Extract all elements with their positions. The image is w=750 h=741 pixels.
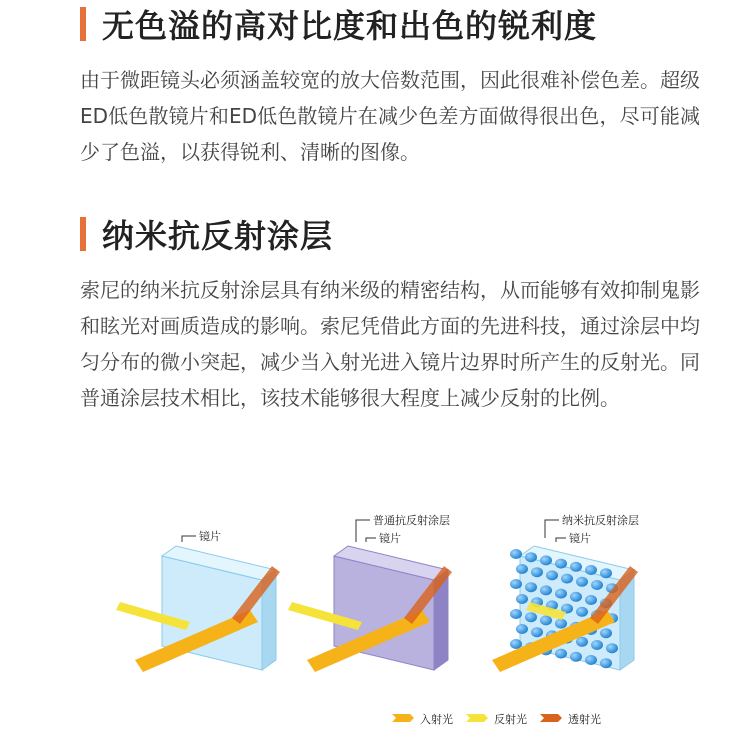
nano-dot [600, 628, 612, 638]
legend-arrow-icon [466, 714, 488, 722]
nano-dot [510, 579, 522, 589]
coating-label: 纳米抗反射涂层 [562, 514, 639, 527]
nano-dot [570, 652, 582, 662]
nano-dot [531, 567, 543, 577]
nano-dot [531, 627, 543, 637]
nano-dot [591, 640, 603, 650]
lens-label: 镜片 [569, 532, 591, 545]
lens-label: 镜片 [379, 532, 401, 545]
nano-dot [540, 615, 552, 625]
nano-dot [585, 655, 597, 665]
legend-reflected [466, 712, 527, 726]
legend-transmitted [540, 712, 601, 726]
nano-dot [516, 624, 528, 634]
nano-dot [561, 574, 573, 584]
legend-label: 反射光 [494, 713, 527, 726]
legend-label: 入射光 [420, 713, 453, 726]
panel-ordinary-coating [288, 513, 452, 672]
nano-dot [546, 570, 558, 580]
legend-arrow-icon [540, 714, 562, 722]
nano-dot [585, 595, 597, 605]
nano-dot [555, 559, 567, 569]
nano-dot [576, 637, 588, 647]
nano-dot [510, 549, 522, 559]
coating-label: 普通抗反射涂层 [373, 514, 450, 527]
nano-dot [570, 592, 582, 602]
coating-comparison-illustration [0, 490, 750, 741]
legend-incident [392, 712, 453, 726]
heading-accent-bar [80, 217, 86, 251]
nano-dot [600, 568, 612, 578]
section-heading [80, 214, 700, 254]
nano-dot [540, 555, 552, 565]
nano-dot [576, 607, 588, 617]
section-color-fringing [80, 4, 700, 170]
nano-dot [516, 564, 528, 574]
lens-label: 镜片 [199, 530, 221, 543]
nano-dot [585, 565, 597, 575]
legend-arrow-icon [392, 714, 414, 722]
nano-dot [510, 609, 522, 619]
section-heading [80, 4, 700, 44]
nano-dot [591, 580, 603, 590]
nano-dot [555, 589, 567, 599]
nano-dot [606, 643, 618, 653]
section-nano-coating [80, 214, 700, 416]
heading-accent-bar [80, 7, 86, 41]
nano-dot [510, 639, 522, 649]
nano-dot [525, 612, 537, 622]
nano-dot [555, 619, 567, 629]
nano-dot [570, 562, 582, 572]
nano-dot [516, 594, 528, 604]
section-title: 无色溢的高对比度和出色的锐利度 [102, 7, 598, 45]
legend-label: 透射光 [568, 713, 601, 726]
nano-dot [600, 658, 612, 668]
panel-plain-lens [116, 529, 280, 672]
panel-nano-coating [492, 513, 639, 672]
nano-dot [525, 552, 537, 562]
section-body: 由于微距镜头必须涵盖较宽的放大倍数范围，因此很难补偿色差。超级ED低色散镜片和ED低色散镜片在减少色差方面做得很出色，尽可能减少了色溢，以获得锐利、清晰的图像。 [80, 68, 700, 164]
legend [392, 712, 601, 726]
nano-dot [576, 577, 588, 587]
nano-dot [555, 649, 567, 659]
section-body: 索尼的纳米抗反射涂层具有纳米级的精密结构，从而能够有效抑制鬼影和眩光对画质造成的影响。索尼凭借此方面的先进科技，通过涂层中均匀分布的微小突起，减少当入射光进入镜片边界时所产生的反射光。同普通涂层技术相比，该技术能够很大程度上减少反射的比例。 [80, 278, 700, 410]
section-title: 纳米抗反射涂层 [102, 217, 334, 255]
nano-dot [540, 585, 552, 595]
nano-dot [525, 582, 537, 592]
